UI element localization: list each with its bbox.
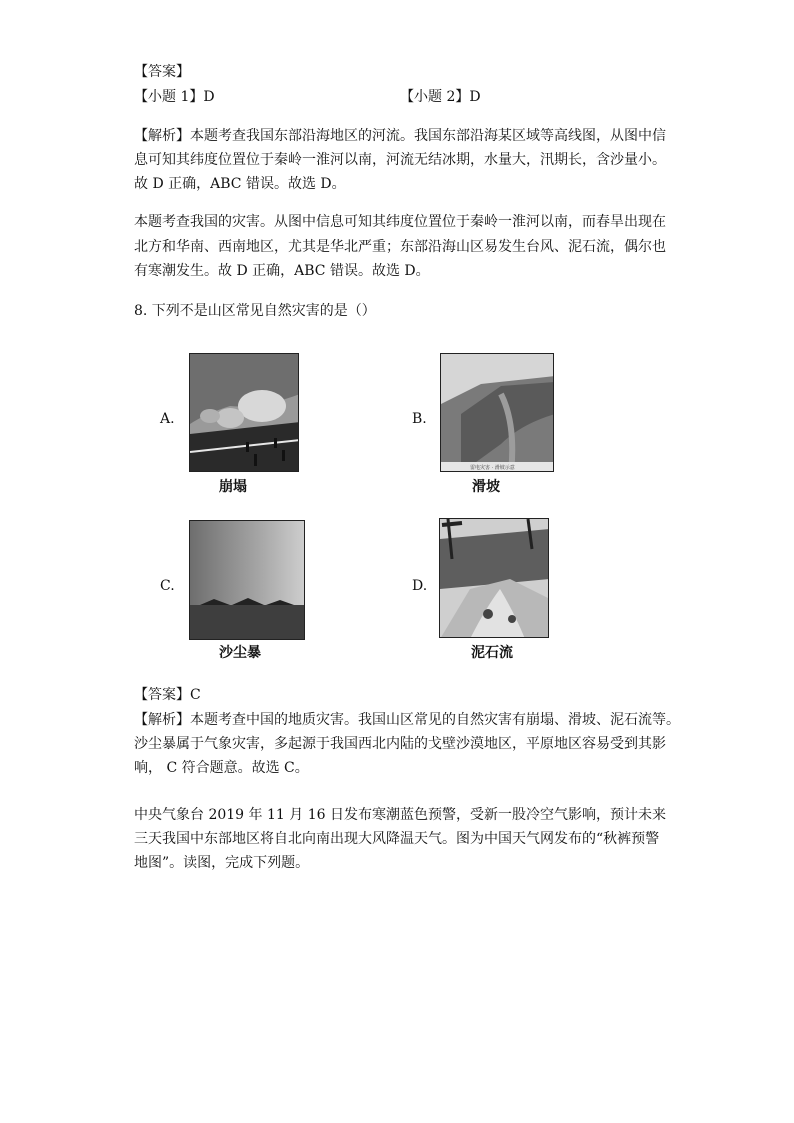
photo-debris-flow: [439, 518, 549, 638]
caption-collapse: 崩塌: [219, 479, 247, 495]
option-c-letter: C.: [160, 578, 175, 594]
analysis-1-line-2: 息可知其纬度位置位于秦岭一淮河以南，河流无结冰期，水量大，汛期长，含沙量小。: [134, 152, 666, 168]
subquestion-2-answer: 【小题 2】D: [400, 89, 481, 105]
intro-line-2: 三天我国中东部地区将自北向南出现大风降温天气。图为中国天气网发布的“秋裤预警: [134, 831, 660, 847]
answer-8-analysis-line-2: 沙尘暴属于气象灾害，多起源于我国西北内陆的戈壁沙漠地区，平原地区容易受到其影: [134, 736, 666, 752]
caption-landslide: 滑坡: [472, 479, 500, 495]
photo-collapse: [189, 353, 299, 472]
answer-8-analysis-line-3: 响， C 符合题意。故选 C。: [134, 760, 309, 776]
option-a-letter: A.: [160, 411, 175, 427]
intro-line-1: 中央气象台 2019 年 11 月 16 日发布寒潮蓝色预警，受新一股冷空气影响，预计未来: [134, 807, 666, 823]
caption-sandstorm: 沙尘暴: [219, 645, 261, 661]
intro-line-3: 地图”。读图，完成下列题。: [134, 855, 310, 871]
answer-8-analysis-line-1: 【解析】本题考查中国的地质灾害。我国山区常见的自然灾害有崩塌、滑坡、泥石流等。: [134, 712, 680, 728]
question-8-text: 8. 下列不是山区常见自然灾害的是（）: [134, 303, 376, 319]
photo-landslide-tag: 雷电灾害 · 滑坡示意: [470, 465, 515, 471]
analysis-1-line-3: 故 D 正确，ABC 错误。故选 D。: [134, 176, 346, 192]
answer-heading: 【答案】: [134, 64, 190, 80]
analysis-2-line-2: 北方和华南、西南地区，尤其是华北严重；东部沿海山区易发生台风、泥石流，偶尔也: [134, 239, 666, 255]
collapse-illustration: [190, 354, 299, 472]
analysis-2-line-1: 本题考查我国的灾害。从图中信息可知其纬度位置位于秦岭一淮河以南，而春旱出现在: [134, 214, 666, 230]
debris-flow-illustration: [440, 519, 549, 638]
landslide-illustration: [441, 354, 554, 472]
sandstorm-illustration: [190, 521, 305, 640]
analysis-2-line-3: 有寒潮发生。故 D 正确，ABC 错误。故选 D。: [134, 263, 430, 279]
option-b-letter: B.: [412, 411, 427, 427]
answer-8-heading: 【答案】C: [134, 687, 201, 703]
photo-landslide: [440, 353, 554, 472]
photo-sandstorm: [189, 520, 305, 640]
analysis-1-line-1: 【解析】本题考查我国东部沿海地区的河流。我国东部沿海某区域等高线图，从图中信: [134, 128, 666, 144]
caption-debris-flow: 泥石流: [471, 645, 513, 661]
option-d-letter: D.: [412, 578, 428, 594]
subquestion-1-answer: 【小题 1】D: [134, 89, 215, 105]
